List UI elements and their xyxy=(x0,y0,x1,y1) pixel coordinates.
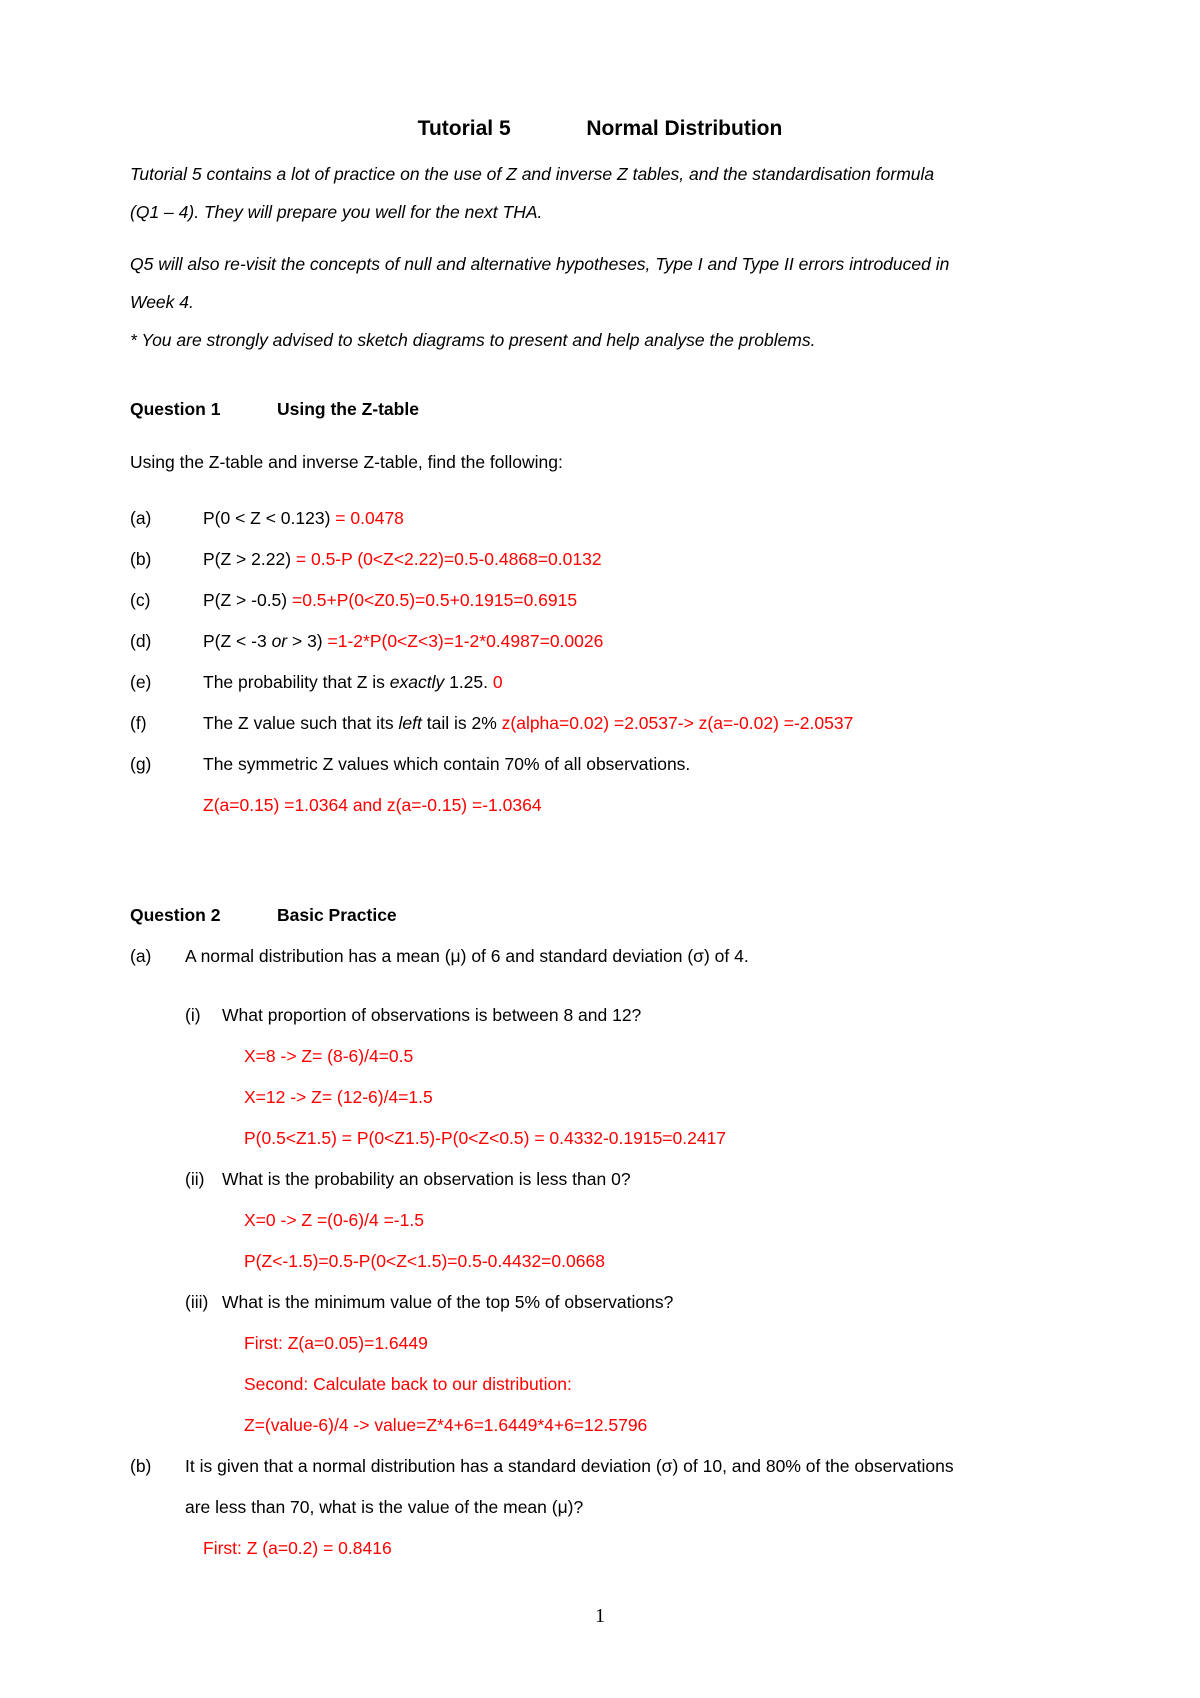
q1-label: Question 1 xyxy=(130,399,221,419)
q1-g-question: The symmetric Z values which contain 70% of all observations. xyxy=(203,754,691,774)
q2-b-text-line1: It is given that a normal distribution has a standard deviation (σ) of 10, and 80% of the observations xyxy=(185,1456,954,1476)
q2-ii-label: (ii) xyxy=(185,1169,205,1189)
q1-item-b xyxy=(203,547,602,571)
q2-i-answer-line: P(0.5<Z1.5) = P(0<Z1.5)-P(0<Z<0.5) = 0.4332-0.1915=0.2417 xyxy=(244,1128,727,1148)
intro-p2-line1: Q5 will also re-visit the concepts of null and alternative hypotheses, Type I and Type II errors introduced in xyxy=(130,254,950,274)
q1-item-label: (c) xyxy=(130,590,151,610)
intro-p1-line1: Tutorial 5 contains a lot of practice on the use of Z and inverse Z tables, and the standardisation formula xyxy=(130,164,935,184)
q1-d-question-part: P(Z < -3 xyxy=(203,631,272,651)
q1-item-label: (d) xyxy=(130,631,152,651)
q1-f-question-part: The Z value such that its xyxy=(203,713,399,733)
q1-item-f xyxy=(203,711,853,735)
q2-b-text-line2: are less than 70, what is the value of the mean (μ)? xyxy=(185,1497,584,1517)
q1-c-question: P(Z > -0.5) xyxy=(203,590,288,610)
q1-a-question: P(0 < Z < 0.123) xyxy=(203,508,331,528)
q2-iii-label: (iii) xyxy=(185,1292,209,1312)
q1-item-label: (g) xyxy=(130,754,152,774)
q1-d-question-italic: or xyxy=(271,631,288,651)
q2-a-text: A normal distribution has a mean (μ) of 6 and standard deviation (σ) of 4. xyxy=(185,946,749,966)
q1-d-answer: =1-2*P(0<Z<3)=1-2*0.4987=0.0026 xyxy=(322,631,604,651)
q1-g-answer: Z(a=0.15) =1.0364 and z(a=-0.15) =-1.0364 xyxy=(203,795,542,815)
q2-a-label: (a) xyxy=(130,946,152,966)
q2-i-label: (i) xyxy=(185,1005,201,1025)
intro-p2-line2: Week 4. xyxy=(130,292,194,312)
page-number: 1 xyxy=(595,1605,605,1627)
q2-ii-answer-line: P(Z<-1.5)=0.5-P(0<Z<1.5)=0.5-0.4432=0.0668 xyxy=(244,1251,605,1271)
q1-instruction: Using the Z-table and inverse Z-table, find the following: xyxy=(130,452,563,472)
intro-p3: * You are strongly advised to sketch diagrams to present and help analyse the problems. xyxy=(130,330,816,350)
q2-iii-text: What is the minimum value of the top 5% of observations? xyxy=(222,1292,674,1312)
q1-d-question-part: > 3) xyxy=(287,631,323,651)
q2-ii-text: What is the probability an observation is less than 0? xyxy=(222,1169,631,1189)
q1-heading: Using the Z-table xyxy=(277,399,419,419)
title-topic: Normal Distribution xyxy=(586,117,783,140)
q1-f-question-part: tail is 2% xyxy=(421,713,497,733)
q2-iii-answer-line: Z=(value-6)/4 -> value=Z*4+6=1.6449*4+6=12.5796 xyxy=(244,1415,648,1435)
q1-item-label: (a) xyxy=(130,508,152,528)
q2-iii-answer-line: First: Z(a=0.05)=1.6449 xyxy=(244,1333,428,1353)
q1-item-c xyxy=(203,588,577,612)
q1-b-question: P(Z > 2.22) xyxy=(203,549,292,569)
title-tutorial: Tutorial 5 xyxy=(417,117,511,140)
page-title xyxy=(0,117,1200,141)
q2-heading: Basic Practice xyxy=(277,905,397,925)
q1-e-question-italic: exactly xyxy=(389,672,445,692)
intro-p1-line2: (Q1 – 4). They will prepare you well for the next THA. xyxy=(130,202,543,222)
q1-item-e xyxy=(203,670,503,694)
q2-ii-answer-line: X=0 -> Z =(0-6)/4 =-1.5 xyxy=(244,1210,424,1230)
q1-e-question-part: 1.25. xyxy=(444,672,489,692)
q1-item-a xyxy=(203,506,404,530)
q1-e-question-part: The probability that Z is xyxy=(203,672,390,692)
q1-item-label: (e) xyxy=(130,672,152,692)
q2-i-answer-line: X=12 -> Z= (12-6)/4=1.5 xyxy=(244,1087,433,1107)
q2-label: Question 2 xyxy=(130,905,221,925)
q1-b-answer: = 0.5-P (0<Z<2.22)=0.5-0.4868=0.0132 xyxy=(291,549,602,569)
q1-c-answer: =0.5+P(0<Z0.5)=0.5+0.1915=0.6915 xyxy=(287,590,578,610)
q2-i-answer-line: X=8 -> Z= (8-6)/4=0.5 xyxy=(244,1046,414,1066)
q1-f-question-italic: left xyxy=(398,713,422,733)
q1-a-answer: = 0.0478 xyxy=(330,508,404,528)
q1-item-d xyxy=(203,629,603,653)
q2-b-answer: First: Z (a=0.2) = 0.8416 xyxy=(203,1538,392,1558)
q1-e-answer: 0 xyxy=(488,672,503,692)
q2-iii-answer-line: Second: Calculate back to our distribution: xyxy=(244,1374,572,1394)
q1-f-answer: z(alpha=0.02) =2.0537-> z(a=-0.02) =-2.0537 xyxy=(496,713,854,733)
q2-i-text: What proportion of observations is between 8 and 12? xyxy=(222,1005,642,1025)
q1-item-label: (b) xyxy=(130,549,152,569)
q2-b-label: (b) xyxy=(130,1456,152,1476)
q1-item-label: (f) xyxy=(130,713,147,733)
